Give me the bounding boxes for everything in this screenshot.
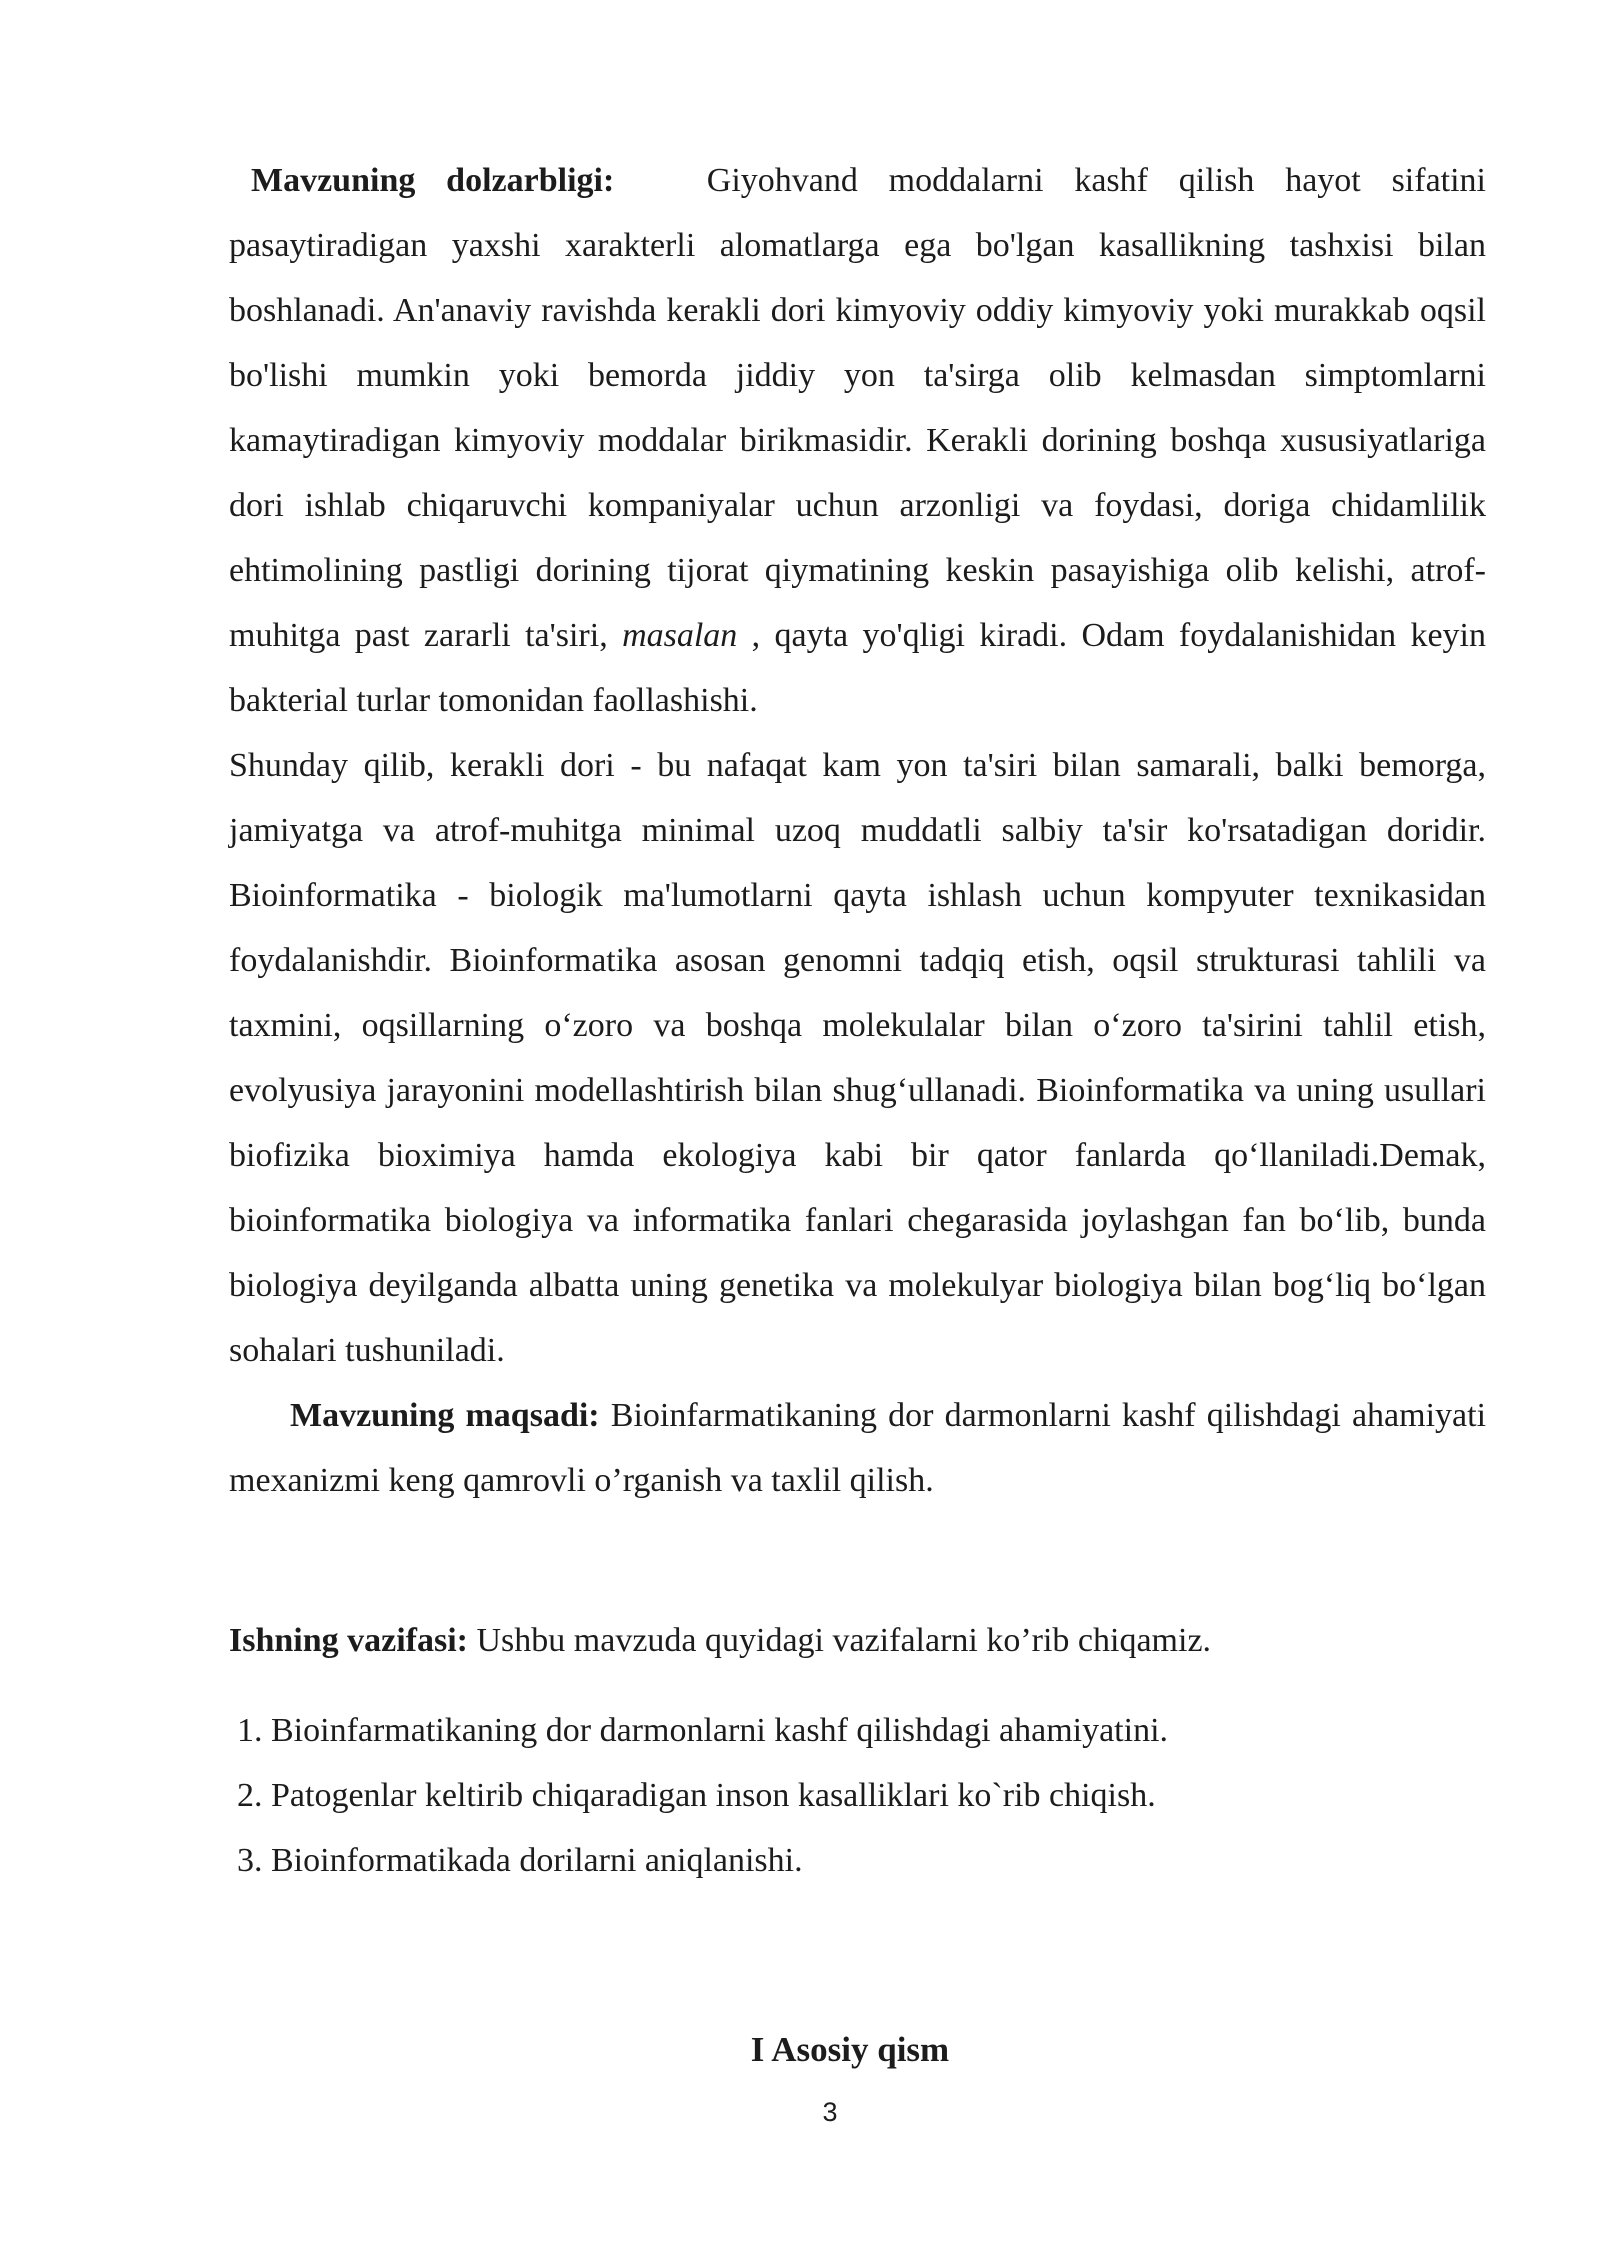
goal-text: Bioinfarmatikaning dor darmonlarni kashf qilishdagi ahamiyati mexanizmi keng qamrovli o’rganish va taxlil qilish. [229,1397,1487,1499]
list-item: 1. Bioinfarmatikaning dor darmonlarni kashf qilishdagi ahamiyatini. [237,1712,1169,1749]
relevance-italic-word: masalan [622,617,738,654]
relevance-text-end: , qayta yo'qligi kiradi. Odam foydalanishidan keyin bakterial turlar tomonidan faollashishi. [229,617,1486,719]
tasks-text: Ushbu mavzuda quyidagi vazifalarni ko’rib chiqamiz. [476,1622,1212,1659]
relevance-label: Mavzuning dolzarbligi: [251,162,615,199]
tasks-label: Ishning vazifasi: [229,1622,468,1659]
relevance-continuation: Shunday qilib, kerakli dori - bu nafaqat kam yon ta'siri bilan samarali, balki bemorga, jamiyatga va atrof-muhitga minimal uzoq muddatli salbiy ta'sir ko'rsatadigan doridir. Bioinformatika - biologik ma'lumotlarni qayta ishlash uchun kompyuter texnikasidan foydalanishdir. Bioinformatika asosan genomni tadqiq etish, oqsil strukturasi tahlili va taxmini, oqsillarning o‘zoro va boshqa molekulalar bilan o‘zoro ta'sirini tahlil etish, evolyusiya jarayonini modellashtirish bilan shug‘ullanadi. Bioinformatika va uning usullari biofizika bioximiya hamda ekologiya kabi bir qator fanlarda qo‘llaniladi.Demak, bioinformatika biologiya va informatika fanlari chegarasida joylashgan fan bo‘lib, bunda biologiya deyilganda albatta uning genetika va molekulyar biologiya bilan bog‘liq bo‘lgan sohalari tushuniladi. [229,747,1486,1369]
tasks-paragraph [229,1608,1486,1673]
section-heading: I Asosiy qism [750,2030,950,2069]
relevance-text: Giyohvand moddalarni kashf qilish hayot sifatini pasaytiradigan yaxshi xarakterli alomatlarga ega bo'lgan kasallikning tashxisi bilan boshlanadi. An'anaviy ravishda kerakli dori kimyoviy oddiy kimyoviy yoki murakkab oqsil bo'lishi mumkin yoki bemorda jiddiy yon ta'sirga olib kelmasdan simptomlarni kamaytiradigan kimyoviy moddalar birikmasidir. Kerakli dorining boshqa xususiyatlariga dori ishlab chiqaruvchi kompaniyalar uchun arzonligi va foydasi, doriga chidamlilik ehtimolining pastligi dorining tijorat qiymatining keskin pasayishiga olib kelishi, atrof-muhitga past zararli ta'siri, [229,162,1486,654]
relevance-paragraph [229,148,1486,733]
goal-paragraph [229,1383,1486,1513]
list-item: 3. Bioinformatikada dorilarni aniqlanishi. [237,1842,803,1879]
goal-label: Mavzuning maqsadi: [290,1397,600,1434]
page-number: 3 [822,2097,838,2127]
task-list [229,1698,1486,1893]
body-text [229,148,1486,1893]
list-item: 2. Patogenlar keltirib chiqaradigan inson kasalliklari ko`rib chiqish. [237,1777,1156,1814]
